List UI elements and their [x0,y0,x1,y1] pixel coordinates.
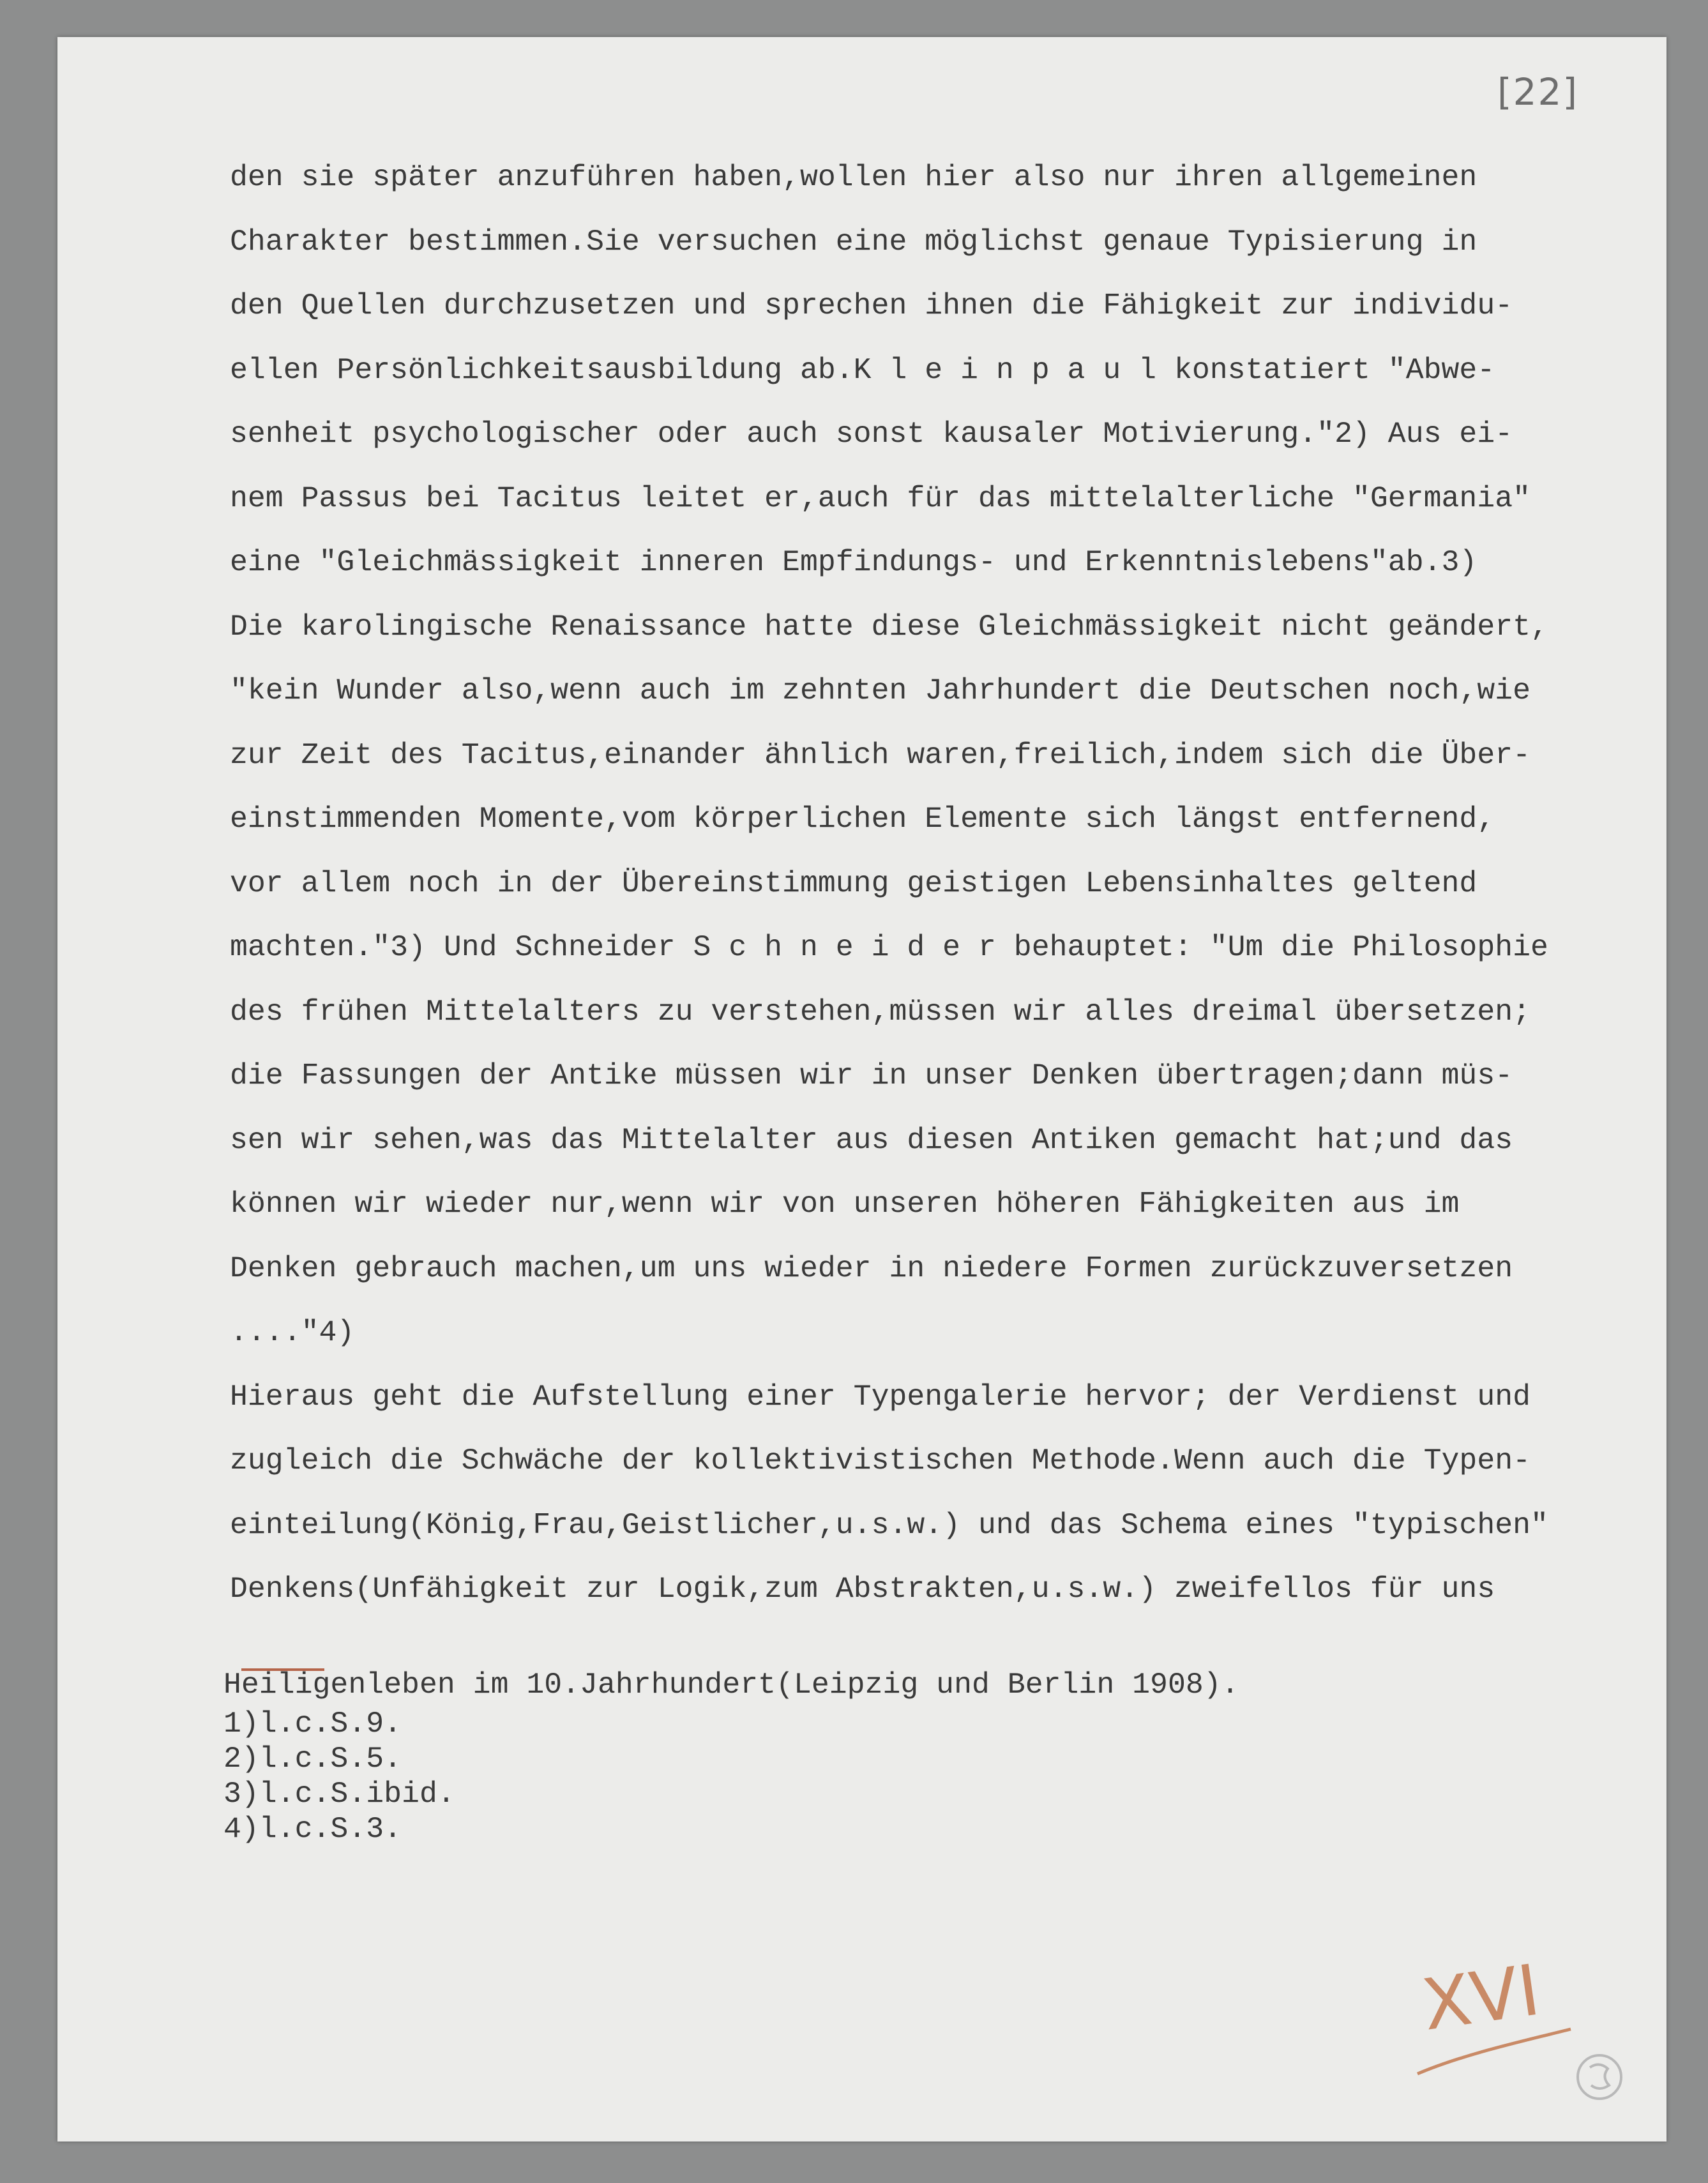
text-line: Denkens(Unfähigkeit zur Logik,zum Abstrakten,u.s.w.) zweifellos für uns [230,1572,1495,1606]
footnotes [223,1664,1628,1847]
text-line: nem Passus bei Tacitus leitet er,auch für das mittelalterliche "Germania" [230,481,1531,515]
text-line: den Quellen durchzusetzen und sprechen ihnen die Fähigkeit zur individu- [230,289,1513,322]
body-text [230,146,1660,1622]
text-line: "kein Wunder also,wenn auch im zehnten Jahrhundert die Deutschen noch,wie [230,674,1531,707]
text-line: des frühen Mittelalters zu verstehen,müssen wir alles dreimal übersetzen; [230,994,1531,1029]
pencil-annotation-text: XVI [1417,1949,1545,2046]
text-line: einstimmenden Momente,vom körperlichen Elemente sich längst entfernend, [230,802,1495,836]
footnote-line: 4)l.c.S.3. [223,1812,402,1846]
text-line: Hieraus geht die Aufstellung einer Typengalerie hervor; der Verdienst und [230,1379,1531,1414]
text-line: vor allem noch in der Übereinstimmung geistigen Lebensinhaltes geltend [230,866,1477,900]
text-line: Denken gebrauch machen,um uns wieder in niedere Formen zurückzuversetzen [230,1251,1513,1285]
text-line: den sie später anzuführen haben,wollen hier also nur ihren allgemeinen [230,160,1477,194]
text-line: einteilung(König,Frau,Geistlicher,u.s.w.) und das Schema eines "typischen" [230,1507,1548,1542]
footnote-line: 2)l.c.S.5. [223,1742,402,1776]
text-line: zugleich die Schwäche der kollektivistischen Methode.Wenn auch die Typen- [230,1444,1531,1477]
annotation-underline-icon [1411,2016,1577,2119]
footnote-line: Heiligenleben im 10.Jahrhundert(Leipzig und Berlin 1908). [223,1668,1239,1702]
text-line: Charakter bestimmen.Sie versuchen eine möglichst genaue Typisierung in [230,224,1477,259]
text-line: die Fassungen der Antike müssen wir in unser Denken übertragen;dann müs- [230,1059,1513,1092]
text-line: zur Zeit des Tacitus,einander ähnlich waren,freilich,indem sich die Über- [230,737,1531,772]
text-line: können wir wieder nur,wenn wir von unseren höheren Fähigkeiten aus im [230,1187,1460,1221]
footnote-line: 1)l.c.S.9. [223,1707,402,1741]
page-number: [22] [1497,70,1579,114]
text-line: ellen Persönlichkeitsausbildung ab.K l e i n p a u l konstatiert "Abwe- [230,352,1495,387]
text-line: senheit psychologischer oder auch sonst kausaler Motivierung."2) Aus ei- [230,417,1513,451]
text-line: eine "Gleichmässigkeit inneren Empfindungs- und Erkenntnislebens"ab.3) [230,545,1477,579]
text-line: Die karolingische Renaissance hatte diese Gleichmässigkeit nicht geändert, [230,609,1548,644]
text-line: ...."4) [230,1315,355,1349]
text-line: sen wir sehen,was das Mittelalter aus diesen Antiken gemacht hat;und das [230,1122,1513,1157]
archive-stamp-icon [1571,2048,1628,2106]
typescript-page [57,37,1666,2141]
footnote-line: 3)l.c.S.ibid. [223,1777,455,1811]
text-line: machten."3) Und Schneider S c h n e i d e r behauptet: "Um die Philosophie [230,930,1548,964]
